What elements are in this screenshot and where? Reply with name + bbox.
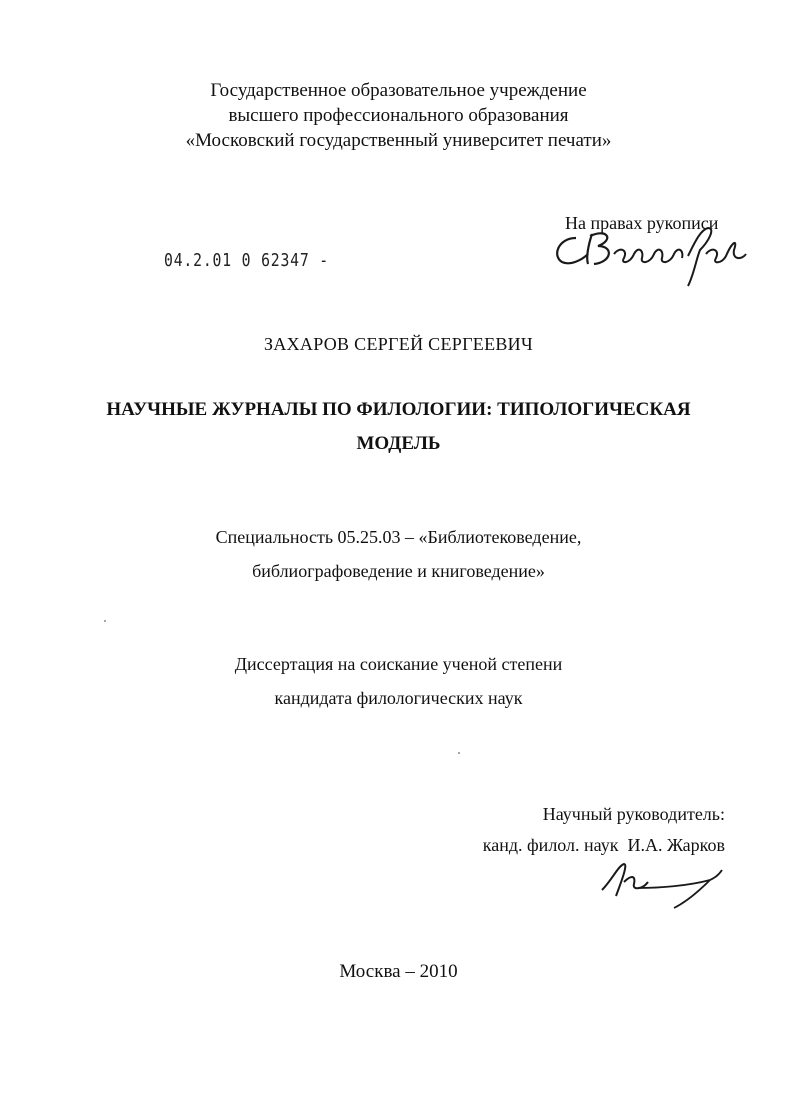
author-signature	[548, 220, 748, 290]
institution-line-2: высшего профессионального образования	[228, 105, 569, 126]
specialty-line-1: Специальность 05.25.03 – «Библиотековедение,	[215, 527, 582, 547]
specialty-block	[0, 520, 797, 588]
scan-speck	[104, 620, 106, 622]
degree-line-2: кандидата филологических наук	[274, 688, 523, 708]
supervisor-signature	[598, 860, 728, 910]
scan-speck	[458, 752, 460, 754]
institution-line-3: «Московский государственный университет печати»	[185, 130, 612, 151]
registration-stamp: 04.2.01 0 62347 -	[164, 250, 330, 271]
city-year: Москва – 2010	[339, 961, 458, 982]
rights-note: На правах рукописи	[565, 213, 719, 233]
specialty-line-2: библиографоведение и книговедение»	[252, 561, 545, 581]
title-line-1: НАУЧНЫЕ ЖУРНАЛЫ ПО ФИЛОЛОГИИ: ТИПОЛОГИЧЕСКАЯ	[106, 399, 691, 420]
supervisor-name: канд. филол. наук И.А. Жарков	[482, 835, 725, 855]
degree-block	[0, 647, 797, 715]
dissertation-title	[0, 393, 797, 461]
author-name: ЗАХАРОВ СЕРГЕЙ СЕРГЕЕВИЧ	[264, 334, 533, 354]
degree-line-1: Диссертация на соискание ученой степени	[234, 654, 563, 674]
supervisor-label: Научный руководитель:	[542, 804, 725, 824]
institution-line-1: Государственное образовательное учреждение	[210, 80, 587, 101]
title-line-2: МОДЕЛЬ	[356, 433, 441, 454]
institution-block	[0, 80, 797, 155]
